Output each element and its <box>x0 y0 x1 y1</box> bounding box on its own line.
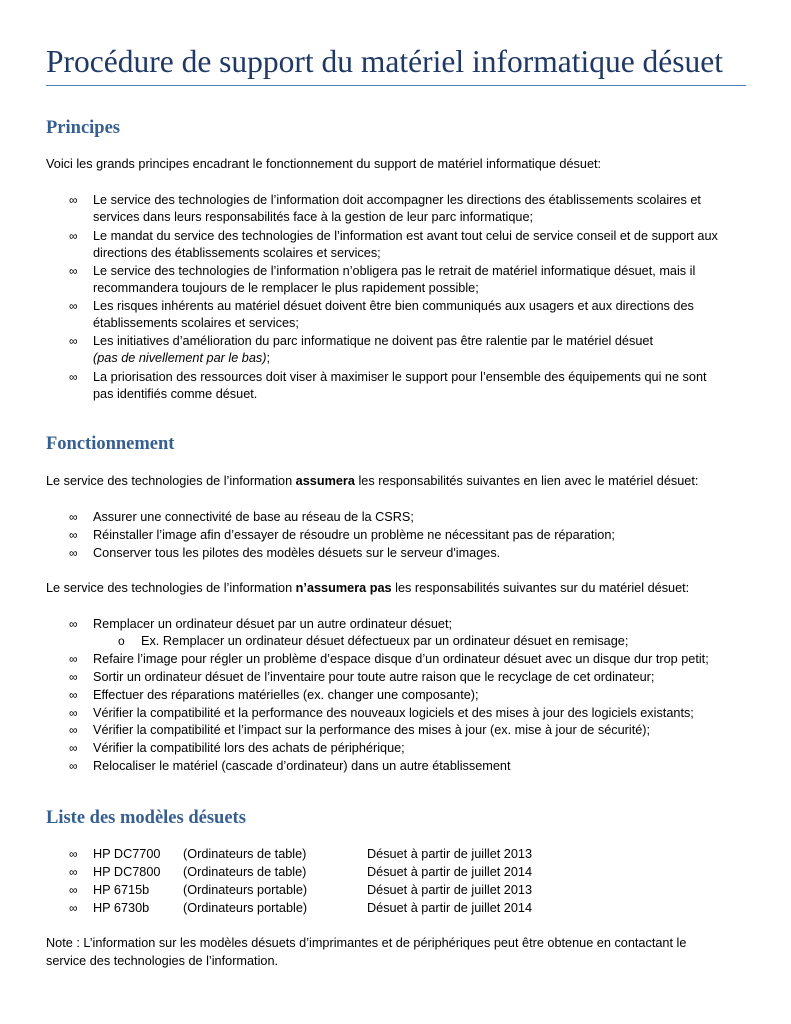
model-status: Désuet à partir de juillet 2013 <box>367 847 533 861</box>
table-row <box>0 882 791 900</box>
model-name: HP 6730b <box>93 901 150 915</box>
list-item-line: Effectuer des réparations matérielles (ex. changer une composante); <box>93 688 479 702</box>
model-type: (Ordinateurs portable) <box>183 883 308 897</box>
list-item <box>69 669 753 686</box>
infinity-bullet-icon: ∞ <box>69 759 78 773</box>
note-line-1: Note : L’information sur les modèles désuets d’imprimantes et de périphériques peut être obtenue en contactant le <box>46 936 687 950</box>
list-item <box>69 616 753 633</box>
infinity-bullet-icon: ∞ <box>69 299 78 313</box>
list-item-line <box>93 350 753 367</box>
model-type: (Ordinateurs portable) <box>183 901 308 915</box>
list-item <box>69 228 753 263</box>
sub-list-item <box>118 633 761 650</box>
list-item <box>69 687 753 704</box>
infinity-bullet-icon: ∞ <box>69 528 78 542</box>
list-item-line: services dans leurs responsabilités face à la gestion de leur parc informatique; <box>93 210 534 225</box>
note-line-2: service des technologies de l’information. <box>46 954 279 968</box>
heading-modeles: Liste des modèles désuets <box>46 808 246 828</box>
list-item <box>69 545 753 562</box>
infinity-bullet-icon: ∞ <box>69 847 78 861</box>
infinity-bullet-icon: ∞ <box>69 652 78 666</box>
infinity-bullet-icon: ∞ <box>69 334 78 348</box>
table-row <box>0 900 791 918</box>
list-item <box>69 298 753 333</box>
infinity-bullet-icon: ∞ <box>69 617 78 631</box>
principes-intro: Voici les grands principes encadrant le fonctionnement du support de matériel informatique désuet: <box>46 157 602 171</box>
model-name: HP DC7700 <box>93 847 161 861</box>
list-item <box>69 509 753 526</box>
infinity-bullet-icon: ∞ <box>69 688 78 702</box>
infinity-bullet-icon: ∞ <box>69 741 78 755</box>
list-item <box>69 722 753 739</box>
infinity-bullet-icon: ∞ <box>69 264 78 278</box>
list-item <box>69 333 753 368</box>
list-item <box>69 263 753 298</box>
list-item-line: Refaire l’image pour régler un problème d’espace disque d’un ordinateur désuet avec un disque dur trop petit; <box>93 652 709 666</box>
list-item-line: La priorisation des ressources doit viser à maximiser le support pour l’ensemble des équipements qui ne sont <box>93 370 707 384</box>
intro-text: les responsabilités suivantes sur du matériel désuet: <box>391 581 690 595</box>
model-name: HP DC7800 <box>93 865 161 879</box>
intro-text: Le service des technologies de l’information <box>46 581 296 595</box>
list-item-line: Sortir un ordinateur désuet de l’inventaire pour toute autre raison que le recyclage de cet ordinateur; <box>93 670 655 684</box>
model-status: Désuet à partir de juillet 2014 <box>367 901 533 915</box>
infinity-bullet-icon: ∞ <box>69 723 78 737</box>
intro-bold: n’assumera pas <box>295 581 392 595</box>
list-item-line: Relocaliser le matériel (cascade d’ordinateur) dans un autre établissement <box>93 759 511 773</box>
infinity-bullet-icon: ∞ <box>69 193 78 207</box>
list-item-line: Vérifier la compatibilité et la performance des nouveaux logiciels et des mises à jour des logiciels existants; <box>93 706 694 720</box>
intro-text: Le service des technologies de l’information <box>46 474 296 488</box>
italic-note: (pas de nivellement par le bas) <box>93 351 267 366</box>
model-type: (Ordinateurs de table) <box>183 847 307 861</box>
heading-fonctionnement: Fonctionnement <box>46 434 175 454</box>
list-item <box>69 705 753 722</box>
intro-bold: assumera <box>295 474 355 488</box>
list-item-line: Le service des technologies de l’information n’obligera pas le retrait de matériel informatique désuet, mais il <box>93 264 696 278</box>
model-status: Désuet à partir de juillet 2014 <box>367 865 533 879</box>
infinity-bullet-icon: ∞ <box>69 865 78 879</box>
heading-principes: Principes <box>46 118 120 138</box>
list-item-line: Ex. Remplacer un ordinateur désuet défectueux par un ordinateur désuet en remisage; <box>141 634 629 648</box>
list-item-line: Vérifier la compatibilité et l’impact sur la performance des mises à jour (ex. mise à jour de sécurité); <box>93 723 651 737</box>
list-item-line: Les risques inhérents au matériel désuet doivent être bien communiqués aux usagers et aux directions des <box>93 299 694 313</box>
page-title: Procédure de support du matériel informatique désuet <box>46 44 724 79</box>
infinity-bullet-icon: ∞ <box>69 370 78 384</box>
infinity-bullet-icon: ∞ <box>69 706 78 720</box>
list-item-line: recommandera toujours de le remplacer le plus rapidement possible; <box>93 281 479 296</box>
list-item <box>69 758 753 775</box>
list-item-line: Remplacer un ordinateur désuet par un autre ordinateur désuet; <box>93 617 452 631</box>
punctuation: ; <box>266 351 271 366</box>
infinity-bullet-icon: ∞ <box>69 510 78 524</box>
list-item-line: Le service des technologies de l’information doit accompagner les directions des établissements scolaires et <box>93 193 701 207</box>
model-status: Désuet à partir de juillet 2013 <box>367 883 533 897</box>
fonctionnement-intro-2 <box>46 580 746 597</box>
infinity-bullet-icon: ∞ <box>69 670 78 684</box>
list-item-line: établissements scolaires et services; <box>93 316 299 331</box>
table-row <box>0 864 791 882</box>
model-type: (Ordinateurs de table) <box>183 865 307 879</box>
infinity-bullet-icon: ∞ <box>69 546 78 560</box>
circle-bullet-icon: o <box>118 634 125 648</box>
fonctionnement-intro-1 <box>46 473 746 490</box>
list-item-line: pas identifiés comme désuet. <box>93 387 258 402</box>
model-name: HP 6715b <box>93 883 150 897</box>
infinity-bullet-icon: ∞ <box>69 901 78 915</box>
list-item-line: Assurer une connectivité de base au réseau de la CSRS; <box>93 510 414 524</box>
list-item-line: Vérifier la compatibilité lors des achats de périphérique; <box>93 741 405 755</box>
intro-text: les responsabilités suivantes en lien avec le matériel désuet: <box>354 474 699 488</box>
list-item-line: Réinstaller l’image afin d’essayer de résoudre un problème ne nécessitant pas de réparation; <box>93 528 615 542</box>
list-item-line: Le mandat du service des technologies de l’information est avant tout celui de service conseil et de support aux <box>93 229 718 243</box>
title-underline <box>46 85 746 86</box>
infinity-bullet-icon: ∞ <box>69 883 78 897</box>
infinity-bullet-icon: ∞ <box>69 229 78 243</box>
list-item <box>69 192 753 227</box>
list-item <box>69 740 753 757</box>
list-item-line: Conserver tous les pilotes des modèles désuets sur le serveur d'images. <box>93 546 501 560</box>
list-item <box>69 369 753 404</box>
table-row <box>0 846 791 864</box>
list-item <box>69 527 753 544</box>
list-item-line: Les initiatives d’amélioration du parc informatique ne doivent pas être ralentie par le matériel désuet <box>93 334 653 348</box>
list-item <box>69 651 753 668</box>
list-item-line: directions des établissements scolaires et services; <box>93 246 381 261</box>
